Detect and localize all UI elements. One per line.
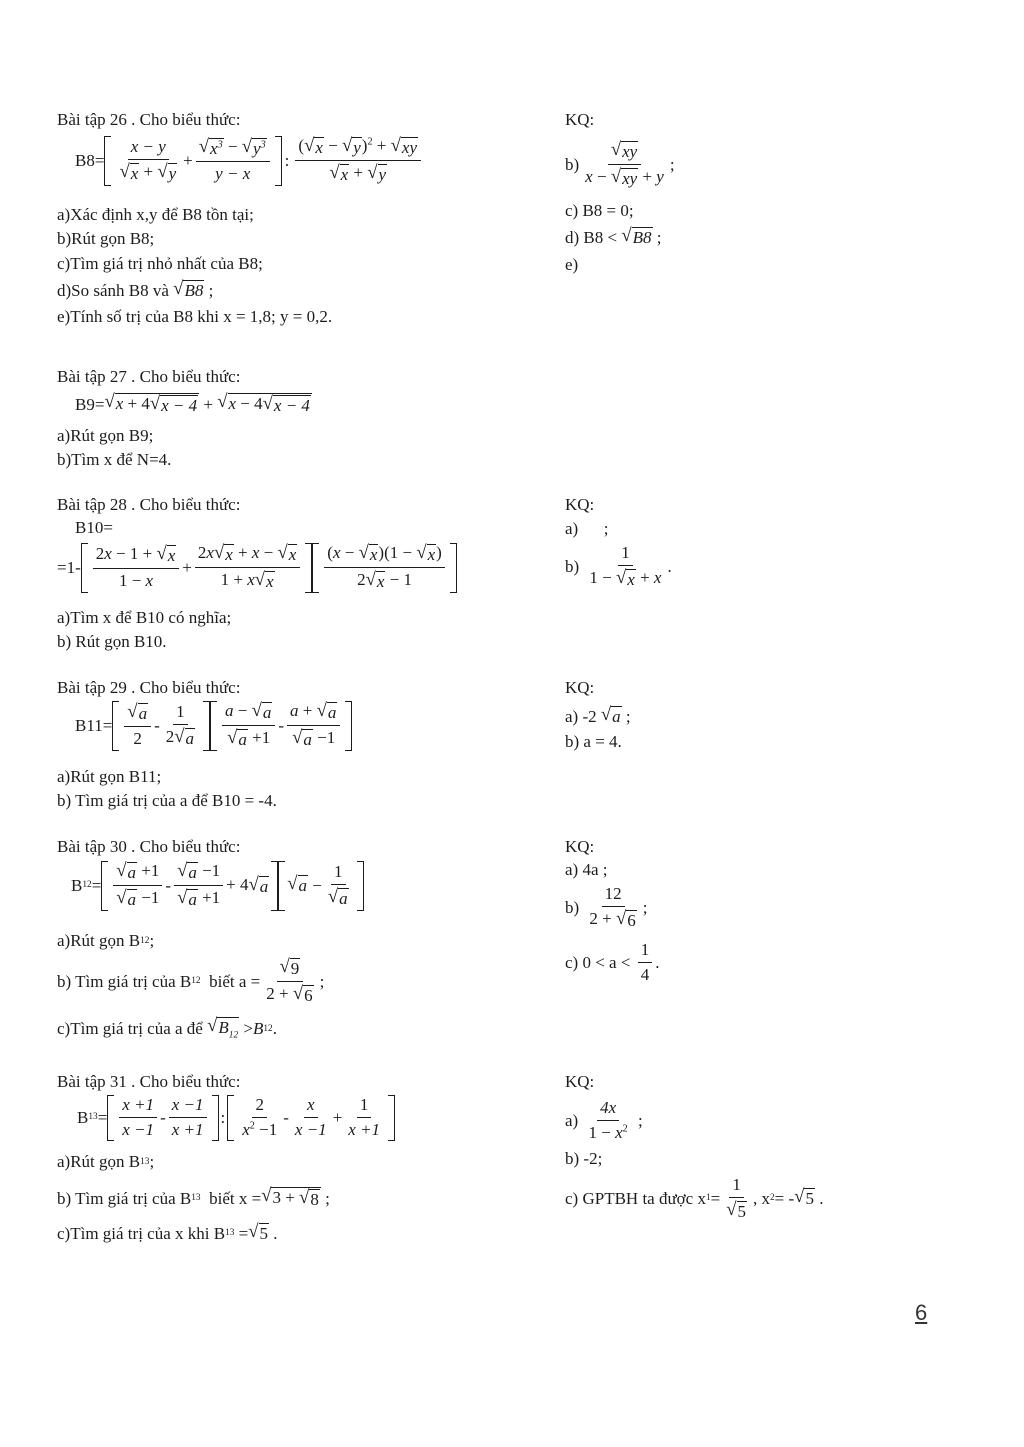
problem-31-answer-c: c) GPTBH ta được x 1 = 1 √ 5 , x 2 = - √ 5 . xyxy=(565,1175,824,1222)
problem-29-expression: B11= √ a 2 - 1 2 √ a a − √ a √ a +1 - a + √ a √ a −1 xyxy=(75,701,352,751)
problem-26-answer-e: e) xyxy=(565,255,579,274)
problem-26-title: Bài tập 26 . Cho biểu thức: xyxy=(57,110,241,129)
problem-31-part-b: b) Tìm giá trị của B 13 biết x = √ 3 + √ 8 ; xyxy=(57,1185,330,1209)
problem-26-part-c: c)Tìm giá trị nhỏ nhất của B8; xyxy=(57,254,263,273)
problem-28-answer-b: b) 1 1 − √ x + x . xyxy=(565,543,672,590)
problem-30-part-b: b) Tìm giá trị của B 12 biết a = √ 9 2 + √ 6 ; xyxy=(57,956,325,1006)
problem-26-answer-c: c) B8 = 0; xyxy=(565,201,634,220)
problem-30-title: Bài tập 30 . Cho biểu thức: xyxy=(57,837,241,856)
problem-29-part-b: b) Tìm giá trị của a để B10 = -4. xyxy=(57,791,277,810)
problem-28-kq-label: KQ: xyxy=(565,495,595,514)
problem-26-expression: B8= x − y √ x + √ y + √ $x^3$ − √ $y^3$ y − x : ( √ x − √ y )$^2$ + √ xy √ x + √ y xyxy=(75,136,424,186)
problem-26-answer-d: d) B8 < √ B8 ; xyxy=(565,225,662,247)
problem-30-answer-c: c) 0 < a < $\frac{1}{4}$ . xyxy=(565,940,660,985)
problem-27-title: Bài tập 27 . Cho biểu thức: xyxy=(57,367,241,386)
problem-31-answer-a: a) $\frac{4x}{1 - x^2}$ ; xyxy=(565,1098,643,1143)
problem-26-part-d: d)So sánh B8 và √ B8 ; xyxy=(57,278,214,300)
problem-31-part-c: c)Tìm giá trị của x khi B 13 = √ 5 . xyxy=(57,1221,278,1243)
problem-28-answer-a: a) ; xyxy=(565,519,609,538)
problem-28-part-b: b) Rút gọn B10. xyxy=(57,632,167,651)
problem-31-kq-label: KQ: xyxy=(565,1072,595,1091)
problem-30-answer-a: a) 4a ; xyxy=(565,860,608,879)
problem-30-answer-b: b) 12 2 + √ 6 ; xyxy=(565,884,648,931)
problem-30-part-a: a)Rút gọn B 12 ; xyxy=(57,931,155,950)
problem-29-title: Bài tập 29 . Cho biểu thức: xyxy=(57,678,241,697)
problem-31-title: Bài tập 31 . Cho biểu thức: xyxy=(57,1072,241,1091)
problem-31-answer-b: b) -2; xyxy=(565,1149,603,1168)
problem-26-part-a: a)Xác định x,y để B8 tồn tại; xyxy=(57,205,254,224)
problem-31-part-a: a)Rút gọn B 13 ; xyxy=(57,1152,155,1171)
problem-29-answer-a: a) -2 √ a ; xyxy=(565,704,631,726)
problem-28-expr-name: B10= xyxy=(75,518,113,537)
problem-31-expression: B 13 = $\frac{x +1}{x -1}$ - $\frac{x -1}{x +1}$ : $\frac{2}{x^2 -1}$ - $\frac{x}{x -1}$ + $\frac{1}{x +1}$ xyxy=(77,1095,395,1141)
problem-27-expression: B9= √ x + 4 √ x − 4 + √ x − 4 √ x − 4 xyxy=(75,391,310,415)
problem-26-part-b: b)Rút gọn B8; xyxy=(57,229,155,248)
problem-28-expression: =1- 2x − 1 + √ x 1 − x + 2x √ x + x − √ x 1 + x √ x (x − √ x )(1 − √ x ) 2 √ x − 1 xyxy=(57,543,457,593)
page-number: 6 xyxy=(915,1300,928,1325)
problem-28-part-a: a)Tìm x để B10 có nghĩa; xyxy=(57,608,232,627)
problem-29-part-a: a)Rút gọn B11; xyxy=(57,767,162,786)
problem-27-part-a: a)Rút gọn B9; xyxy=(57,426,154,445)
problem-30-expression: B 12 = √ a +1 √ a −1 - √ a −1 √ a +1 + 4 √ a √ a − 1 √ a xyxy=(71,861,364,911)
problem-26-kq-label: KQ: xyxy=(565,110,595,129)
problem-26-part-e: e)Tính số trị của B8 khi x = 1,8; y = 0,2. xyxy=(57,307,333,326)
problem-30-part-c: c)Tìm giá trị của a để √ $B_{12}$ > B 12 . xyxy=(57,1015,277,1041)
problem-26-answer-b: b) √ xy x − √ xy + y ; xyxy=(565,139,675,189)
expr-b8-name: B8= xyxy=(75,150,105,170)
problem-28-title: Bài tập 28 . Cho biểu thức: xyxy=(57,495,241,514)
problem-29-answer-b: b) a = 4. xyxy=(565,732,622,751)
problem-27-part-b: b)Tìm x để N=4. xyxy=(57,450,172,469)
problem-30-kq-label: KQ: xyxy=(565,837,595,856)
problem-29-kq-label: KQ: xyxy=(565,678,595,697)
